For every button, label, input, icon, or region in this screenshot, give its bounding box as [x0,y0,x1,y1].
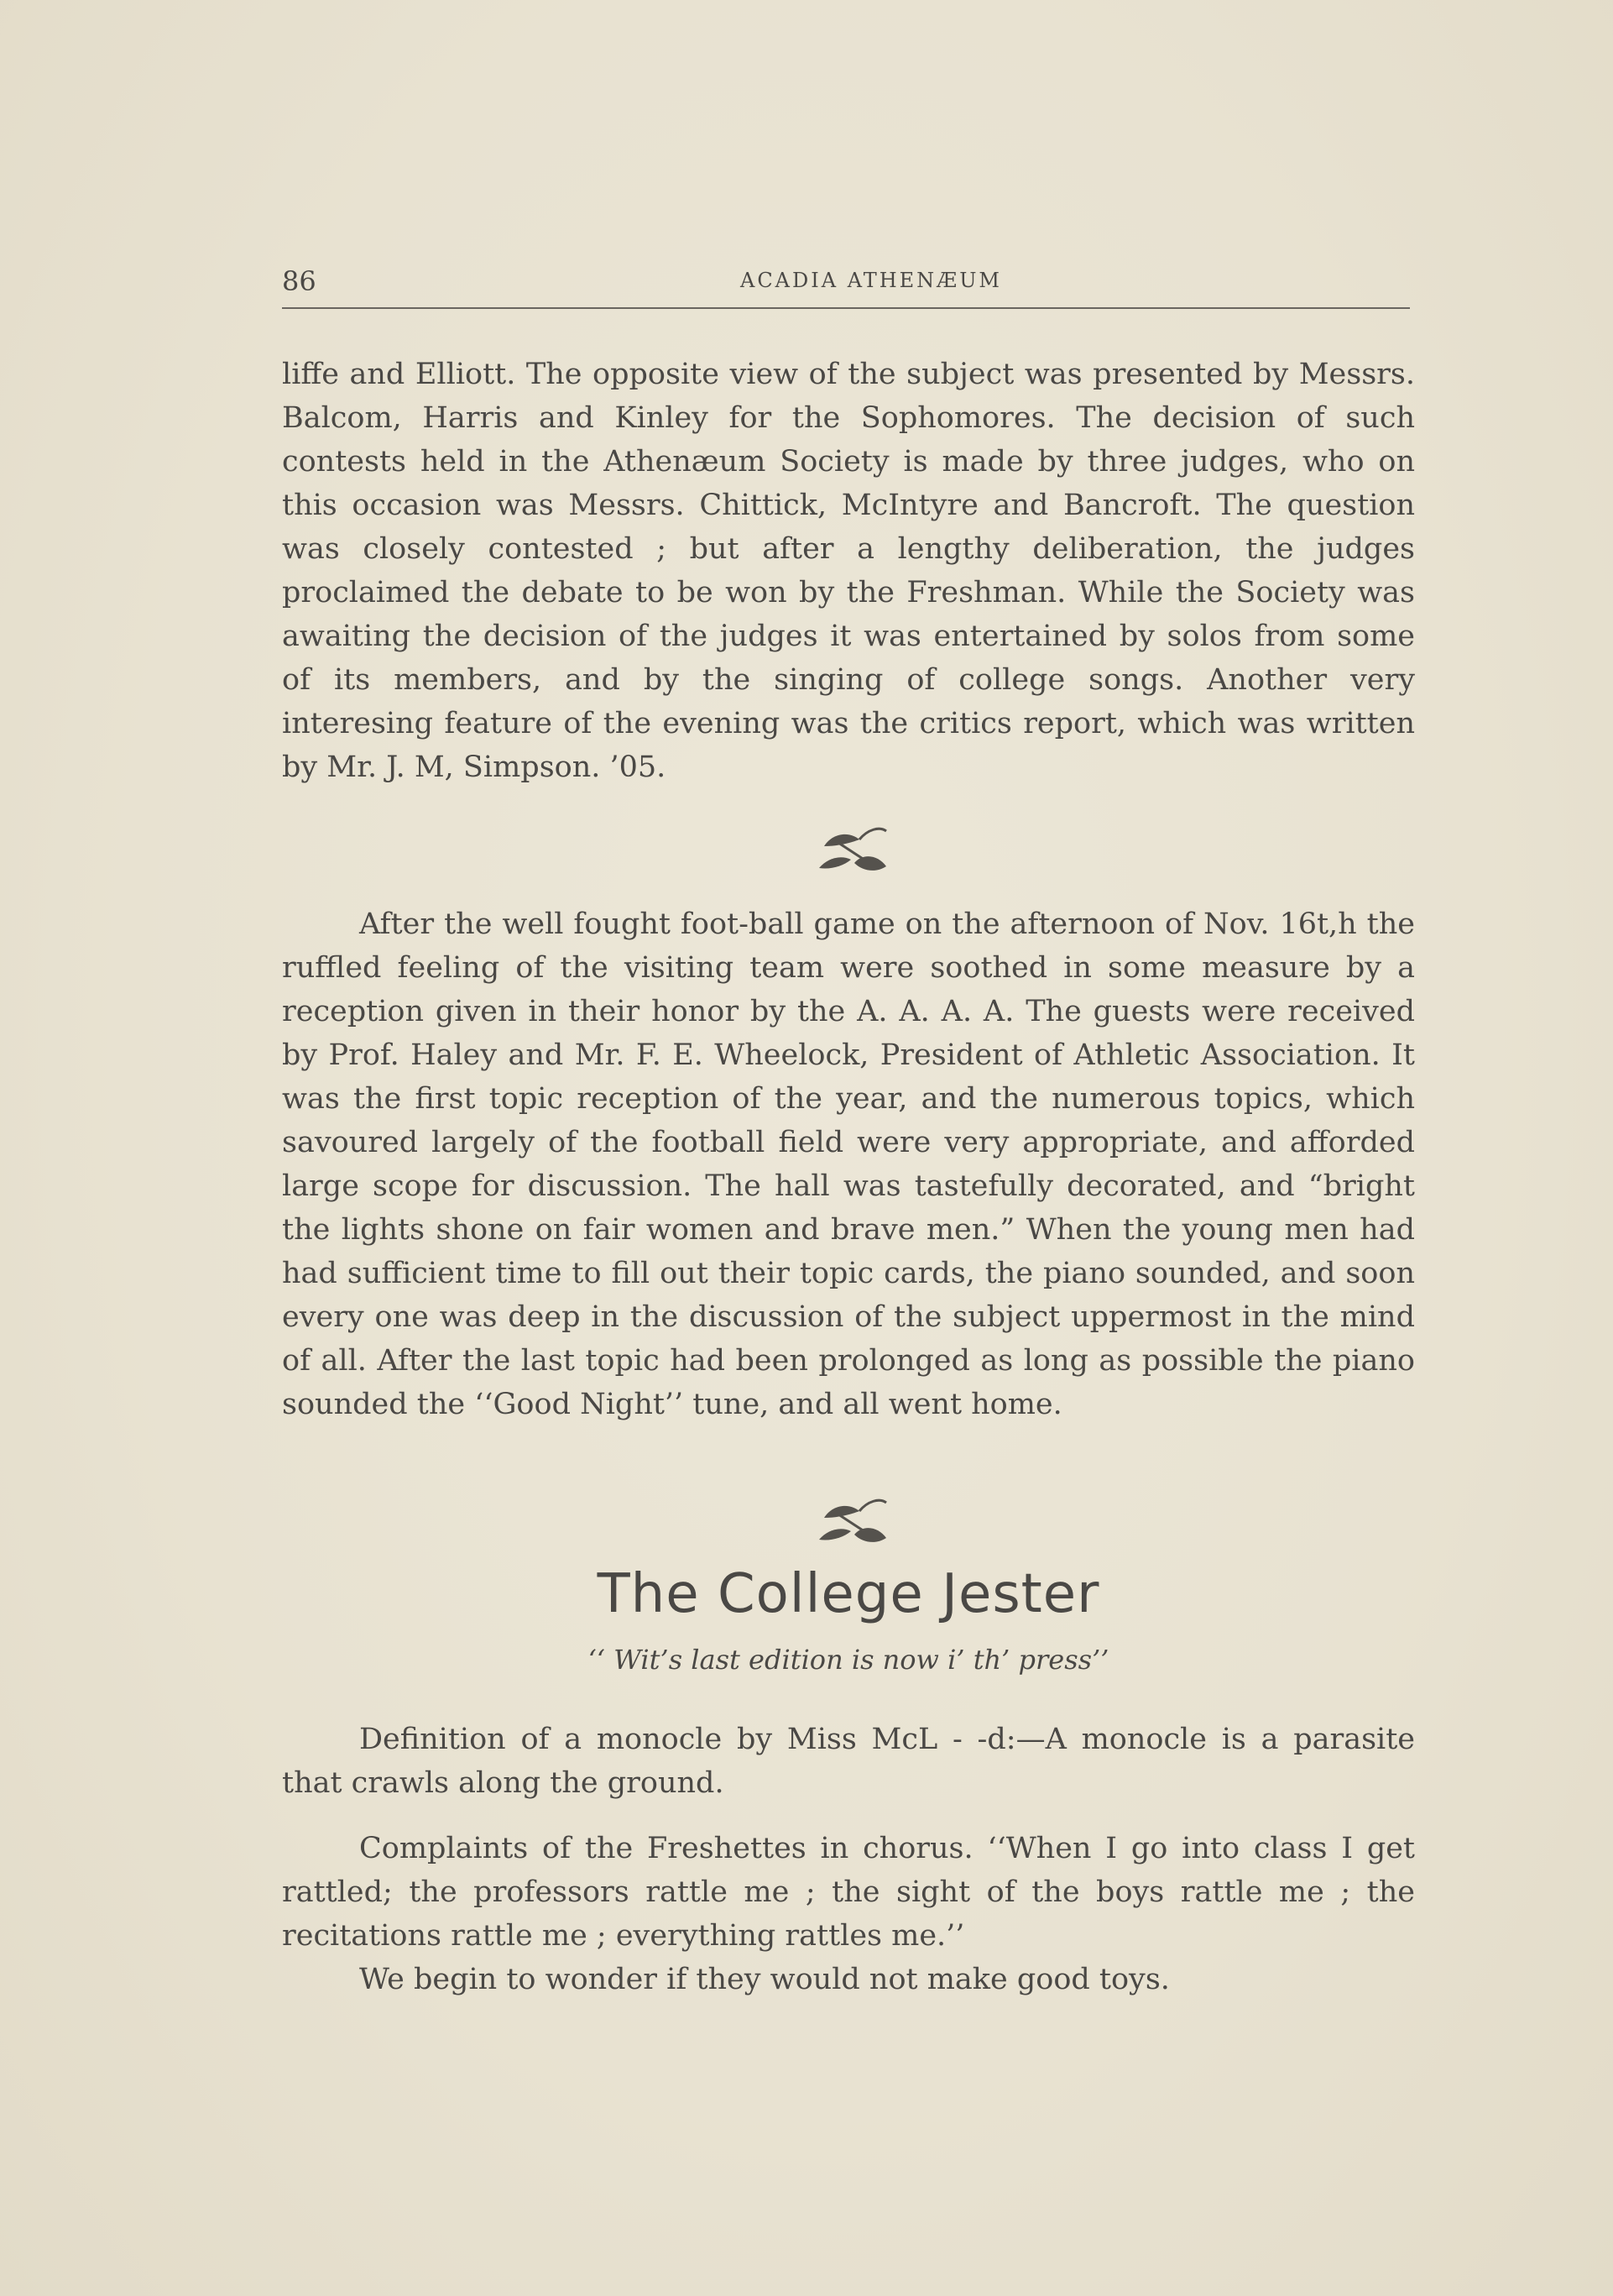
leaf-ornament-icon [816,821,891,876]
page-header [282,265,1410,309]
debate-paragraph: liffe and Elliott. The opposite view of the subject was presented by Messrs. Balcom, Harris and Kinley for the Sophomores. The decision of such contests held in the Athenæum Society is made by three judges, who on this occasion was Messrs. Chittick, McIntyre and Bancroft. The question was closely contested ; but after a lengthy deliberation, the judges proclaimed the debate to be won by the Freshman. While the Society was awaiting the decision of the judges it was entertained by solos from some of its members, and by the singing of college songs. Another very interesing feature of the evening was the critics report, which was written by Mr. J. M, Simpson. ’05. [282,358,1415,784]
jester-paragraph: Definition of a monocle by Miss McL - -d:—A monocle is a parasite that crawls along the ground. [282,1723,1415,1800]
section-title: The College Jester [597,1563,1100,1625]
jester-paragraph: Complaints of the Freshettes in chorus. ‘‘When I go into class I get rattled; the professors rattle me ; the sight of the boys rattle me ; the recitations rattle me ; everything rattles me.’’ [282,1832,1415,1953]
page-number: 86 [282,265,316,297]
reception-paragraph: After the well fought foot-ball game on the afternoon of Nov. 16t,h the ruffled feeling of the visiting team were soothed in some measure by a reception given in their honor by the A. A. A. A. The guests were received by Prof. Haley and Mr. F. E. Wheelock, President of Athletic Association. It was the first topic reception of the year, and the numerous topics, which savoured largely of the football field were very appropriate, and afforded large scope for discussion. The hall was tastefully decorated, and “bright the lights shone on fair women and brave men.” When the young men had had sufficient time to fill out their topic cards, the piano sounded, and soon every one was deep in the discussion of the subject uppermost in the mind of all. After the last topic had been prolonged as long as possible the piano sounded the ‘‘Good Night’’ tune, and all went home. [282,907,1415,1421]
leaf-ornament-icon [816,1493,891,1548]
jester-paragraph: We begin to wonder if they would not make good toys. [359,1963,1170,1996]
reception-paragraph-block [282,902,1415,1426]
running-head: ACADIA ATHENÆUM [739,269,1002,292]
debate-paragraph-block [282,353,1415,789]
jester-text-block [282,1718,1415,2001]
epigraph: ‘‘ Wit’s last edition is now i’ th’ press’’ [587,1644,1109,1676]
